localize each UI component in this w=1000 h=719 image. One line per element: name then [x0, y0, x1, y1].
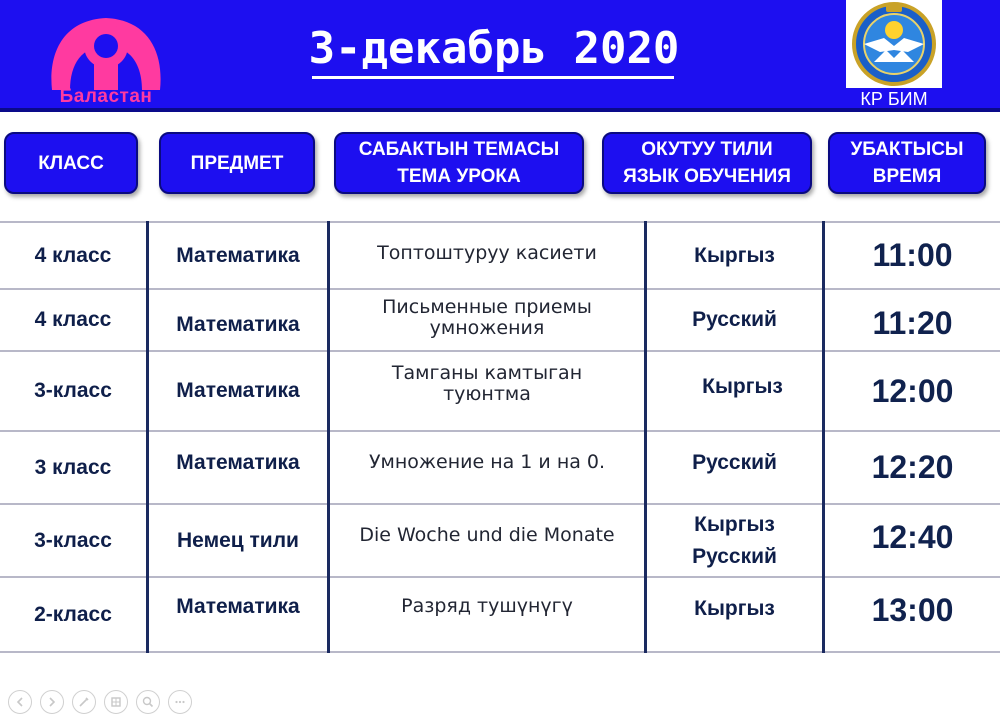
- cell-class: 4 класс: [34, 243, 112, 267]
- cell-language: [647, 572, 822, 645]
- topic-line: Тамганы камтыган: [391, 362, 583, 384]
- zoom-button[interactable]: [136, 690, 160, 714]
- next-slide-icon: [45, 695, 59, 709]
- cell-subject: Математика: [176, 450, 300, 474]
- column-header-label: ТЕМА УРОКА: [397, 166, 521, 187]
- topic-line: Разряд тушүнүгү: [401, 595, 573, 617]
- pen-icon: [77, 695, 91, 709]
- logo-wordmark: Баластан: [59, 86, 153, 107]
- next-slide-button[interactable]: [40, 690, 64, 714]
- cell-class: 4 класс: [34, 308, 112, 331]
- cell-class: 3-класс: [34, 528, 112, 552]
- state-emblem: [846, 0, 942, 88]
- language-line: Русский: [692, 544, 777, 568]
- topic-line: Письменные приемы: [382, 295, 592, 318]
- cell-language: [655, 352, 830, 422]
- column-header-label: УБАКТЫСЫ: [850, 139, 964, 160]
- cell-time: 11:20: [872, 304, 953, 341]
- more-options-icon: [173, 695, 187, 709]
- column-header-label: ПРЕДМЕТ: [190, 152, 284, 174]
- column-header-topic[interactable]: [334, 132, 584, 194]
- language-line: Русский: [692, 450, 777, 474]
- pen-button[interactable]: [72, 690, 96, 714]
- balastan-logo: [44, 12, 168, 108]
- cell-topic: [330, 427, 644, 498]
- cell-time: 11:00: [872, 237, 953, 273]
- cell-class: 3 класс: [34, 455, 112, 479]
- column-header-class[interactable]: [4, 132, 138, 194]
- cell-time: 12:20: [871, 449, 954, 485]
- language-line: Кыргыз: [694, 512, 775, 536]
- language-line: Русский: [692, 308, 777, 331]
- column-header-time[interactable]: [828, 132, 986, 194]
- slides-button[interactable]: [104, 690, 128, 714]
- slides-icon: [109, 695, 123, 709]
- cell-subject: Математика: [176, 313, 300, 336]
- topic-line: туюнтма: [443, 383, 531, 405]
- schedule-table: [0, 221, 1000, 653]
- column-header-language[interactable]: [602, 132, 812, 194]
- language-line: Кыргыз: [694, 596, 775, 620]
- topic-line: Die Woche und die Monate: [359, 524, 615, 546]
- balastan-logo-icon: [44, 12, 168, 92]
- emblem-label: КР БИМ: [860, 89, 928, 109]
- cell-subject: Немец тили: [177, 528, 299, 552]
- language-line: Кыргыз: [702, 375, 783, 398]
- title-underline: [312, 76, 674, 79]
- cell-topic: [330, 290, 644, 345]
- topic-line: Умножение на 1 и на 0.: [368, 451, 606, 473]
- cell-language: [647, 505, 822, 576]
- cell-subject: Математика: [176, 594, 300, 618]
- cell-subject: Математика: [176, 379, 300, 402]
- cell-subject: Математика: [176, 243, 300, 267]
- zoom-icon: [141, 695, 155, 709]
- language-line: Кыргыз: [694, 243, 775, 267]
- column-header-label: ОКУТУУ ТИЛИ: [641, 139, 773, 160]
- cell-class: 3-класс: [34, 379, 112, 402]
- row-divider: [0, 651, 1000, 653]
- cell-class: 2-класс: [34, 602, 112, 626]
- topic-line: Топтоштуруу касиети: [377, 241, 597, 264]
- cell-time: 12:00: [871, 372, 954, 409]
- column-header-label: ВРЕМЯ: [872, 166, 942, 187]
- previous-slide-button[interactable]: [8, 690, 32, 714]
- cell-topic: [330, 352, 644, 416]
- topic-line: умножения: [429, 316, 545, 339]
- previous-slide-icon: [13, 695, 27, 709]
- column-header-label: САБАКТЫН ТЕМАСЫ: [358, 139, 560, 160]
- cell-time: 12:40: [871, 519, 954, 555]
- kyrgyz-state-emblem-icon: [846, 0, 942, 88]
- column-header-subject[interactable]: [159, 132, 315, 194]
- more-options-button[interactable]: [168, 690, 192, 714]
- cell-topic: [330, 570, 644, 643]
- cell-language: [647, 290, 822, 350]
- cell-language: [647, 223, 822, 288]
- slideshow-toolbar: [8, 690, 192, 716]
- page-title: 3-декабрь 2020: [308, 23, 680, 74]
- column-header-label: КЛАСС: [38, 152, 104, 174]
- cell-language: [647, 427, 822, 498]
- cell-time: 13:00: [871, 592, 954, 628]
- column-header-label: ЯЗЫК ОБУЧЕНИЯ: [623, 166, 791, 187]
- cell-topic: [330, 223, 644, 283]
- cell-topic: [330, 500, 644, 571]
